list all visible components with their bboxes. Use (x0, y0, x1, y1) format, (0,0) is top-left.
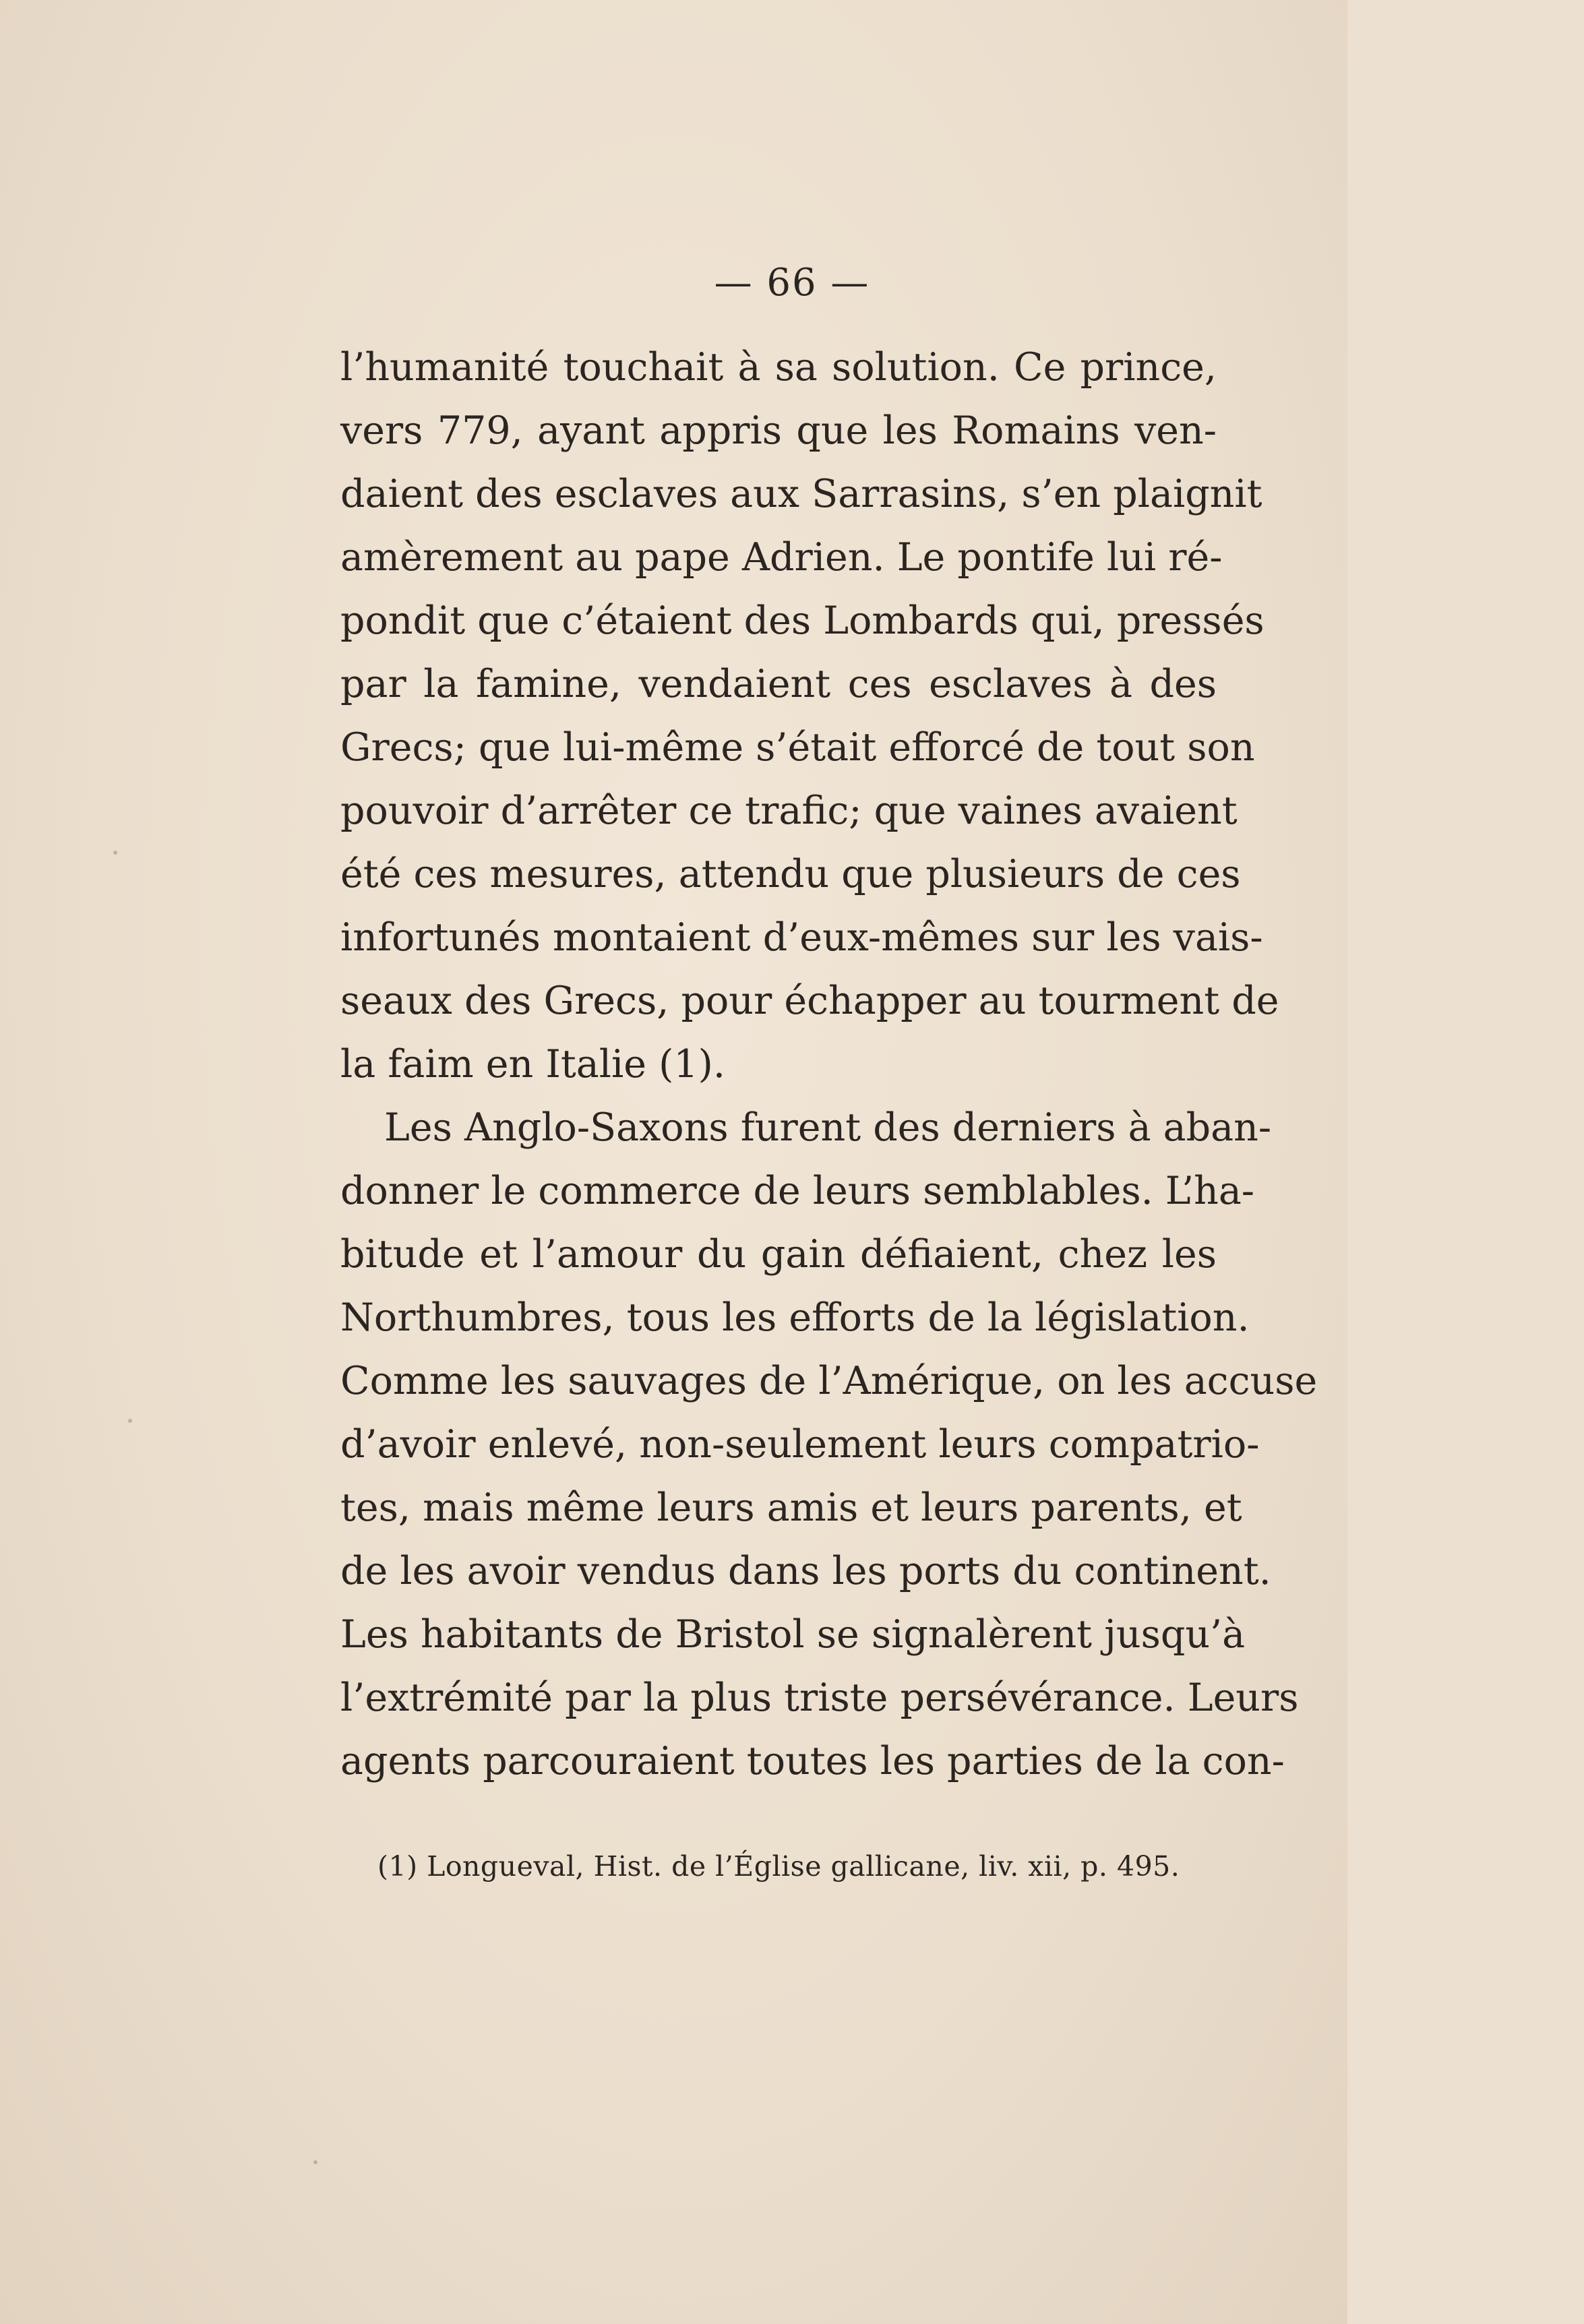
text-line: amèrement au pape Adrien. Le pontife lui ré- (340, 535, 1223, 580)
text-line: Les habitants de Bristol se signalèrent jusqu’à (340, 1612, 1246, 1657)
paper-speck (113, 851, 117, 855)
text-line: Northumbres, tous les efforts de la législation. (340, 1295, 1250, 1340)
text-line: infortunés montaient d’eux-mêmes sur les vais- (340, 915, 1263, 960)
paragraph-start-line: Les Anglo-Saxons furent des derniers à aban- (384, 1105, 1272, 1150)
text-line: donner le commerce de leurs semblables. L’ha- (340, 1169, 1255, 1213)
text-line: Comme les sauvages de l’Amérique, on les accuse (340, 1359, 1318, 1403)
text-line: pondit que c’étaient des Lombards qui, pressés (340, 599, 1265, 643)
text-line: été ces mesures, attendu que plusieurs de ces (340, 852, 1241, 896)
page-number: — 66 — (714, 261, 870, 305)
text-line: agents parcouraient toutes les parties de la con- (340, 1739, 1285, 1783)
footnote: (1) Longueval, Hist. de l’Église gallicane, liv. xii, p. 495. (377, 1850, 1180, 1883)
text-line: par la famine, vendaient ces esclaves à des (340, 662, 1217, 706)
body-text (340, 336, 1318, 1793)
text-line: bitude et l’amour du gain défiaient, chez les (340, 1232, 1217, 1277)
text-line: l’extrémité par la plus triste persévérance. Leurs (340, 1676, 1299, 1720)
text-line: de les avoir vendus dans les ports du continent. (340, 1549, 1271, 1593)
paper-speck (128, 1419, 132, 1423)
text-line: tes, mais même leurs amis et leurs parents, et (340, 1486, 1242, 1530)
text-line: d’avoir enlevé, non-seulement leurs compatrio- (340, 1422, 1260, 1467)
text-line: pouvoir d’arrêter ce trafic; que vaines avaient (340, 789, 1238, 833)
text-line: Grecs; que lui-même s’était efforcé de tout son (340, 725, 1255, 770)
paper-speck (313, 2160, 317, 2164)
text-line: vers 779, ayant appris que les Romains ven- (340, 408, 1217, 453)
text-line: seaux des Grecs, pour échapper au tourment de (340, 979, 1279, 1023)
text-line: daient des esclaves aux Sarrasins, s’en plaignit (340, 472, 1262, 516)
text-line: l’humanité touchait à sa solution. Ce prince, (340, 345, 1217, 390)
paragraph-end-line: la faim en Italie (1). (340, 1042, 725, 1087)
